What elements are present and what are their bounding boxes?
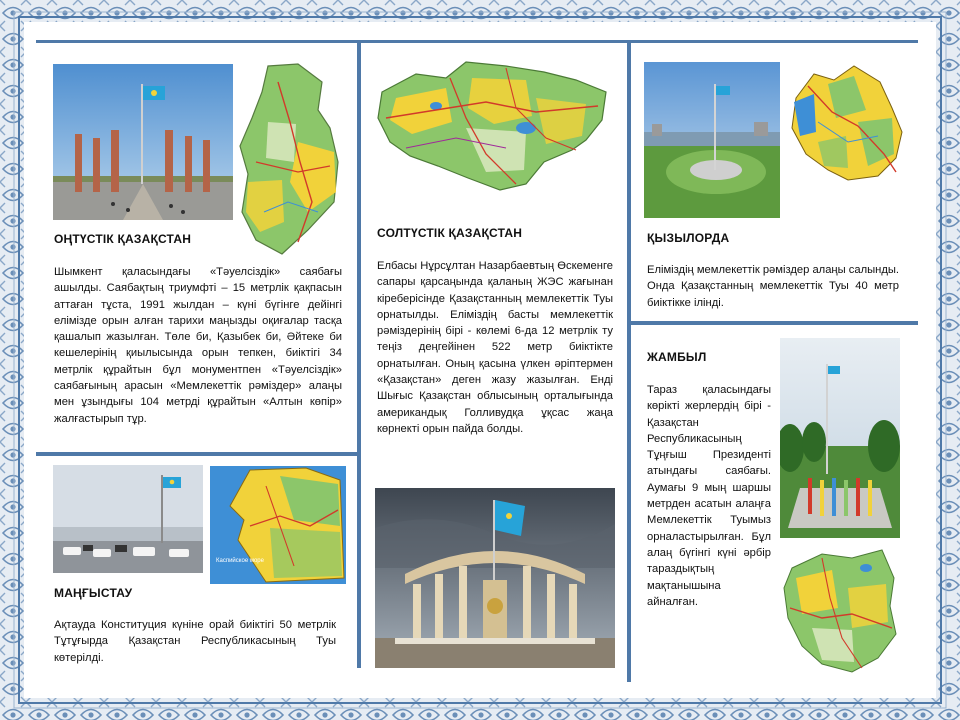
divider-left-horizontal: [36, 452, 358, 456]
divider-top-right: [628, 40, 918, 43]
triumph-arch-photo: [53, 64, 233, 220]
kyzylorda-title: ҚЫЗЫЛОРДА: [647, 231, 730, 245]
kyzylorda-map: [788, 62, 906, 182]
zhambyl-title: ЖАМБЫЛ: [647, 350, 707, 364]
soltustik-title: СОЛТҮСТІК ҚАЗАҚСТАН: [377, 226, 523, 240]
south-kazakhstan-map: [238, 62, 344, 258]
ontustik-text: Шымкент қаласындағы «Тәуелсіздік» саябағы ашылды. Саябақтың триумфті – 15 метрлік қақпасын аттаған тұста, 1991 жылдан – күні бүгінге дейінгі елімізде орын алған тарихи маңызды оқиғалар тасқа қашалып жазылған. Төле би, Қазыбек би, Әйтеке би кешелерінің қиылысында орын тепкен, биіктігі 34 метрлік құрайтын бұл монументпен «Тәуелсіздік» саябағының арасын «Мемлекеттік рәміздер» алаңы мен ұзындығы 104 метрді құрайтын «Алтын көпір» жалғастырып тұр.: [54, 266, 342, 425]
divider-vertical-right: [627, 40, 631, 682]
mangystau-text: Ақтауда Конституция күніне орай биіктігі 50 метрлік Тұтұғырда Қазақстан Республикасының Туы көтерілді.: [54, 619, 336, 664]
mangystau-map: [210, 466, 346, 584]
mangystau-title: МАҢҒЫСТАУ: [54, 586, 133, 600]
soltustik-text: Елбасы Нұрсұлтан Назарбаевтың Өскеменге сапары қарсаңында қаланың ЖЭС жағынан кіреберісінде Қазақстанның мемлекеттік Туы орнатылды. Еліміздің басты мемлекеттік рәміздерінің бірі - көлемі 6-да 12 метрлік ту теңіз деңгейінен 522 метр биіктікте орнатылған. Оның қасына үлкен әріптермен «Қазақстан» деген жазу жазылған. Енді Шығыс Қазақстан облысының орталығында американдық Голливудқа ұқсас жаңа көрнекті орын пайда болды.: [377, 260, 613, 435]
divider-top-left: [36, 40, 358, 43]
taraz-park-photo: [780, 338, 900, 538]
divider-top-mid: [358, 40, 630, 43]
aktau-flag-photo: [53, 465, 203, 573]
divider-vertical-left: [357, 40, 361, 668]
ontustik-title: ОҢТҮСТІК ҚАЗАҚСТАН: [54, 232, 192, 246]
caspian-sea-label: Каспийское море: [216, 558, 264, 564]
zhambyl-text: Тараз қаласындағы көрікті жерлердің бірі - Қазақстан Республикасының Тұңғыш Президенті атындағы саябағы. Аумағы 9 мың шаршы метрден асатын алаңға Мемлекеттік Туымыз орналастырылған. Бұл алаң бүгінгі күні әрбір тараздықтың мақтанышына айналған.: [647, 384, 771, 608]
divider-right-horizontal: [628, 321, 918, 325]
zhambyl-map: [782, 548, 900, 674]
kyzylorda-text: Елімiздiң мемлекеттiк рәмiздер алаңы салынды. Онда Қазақстанның мемлекеттiк Туы 40 метр биiктiкке iлiндi.: [647, 264, 899, 309]
north-kazakhstan-map: [376, 58, 610, 196]
kyzylorda-square-photo: [644, 62, 780, 218]
colonnade-flag-photo: [375, 488, 615, 668]
